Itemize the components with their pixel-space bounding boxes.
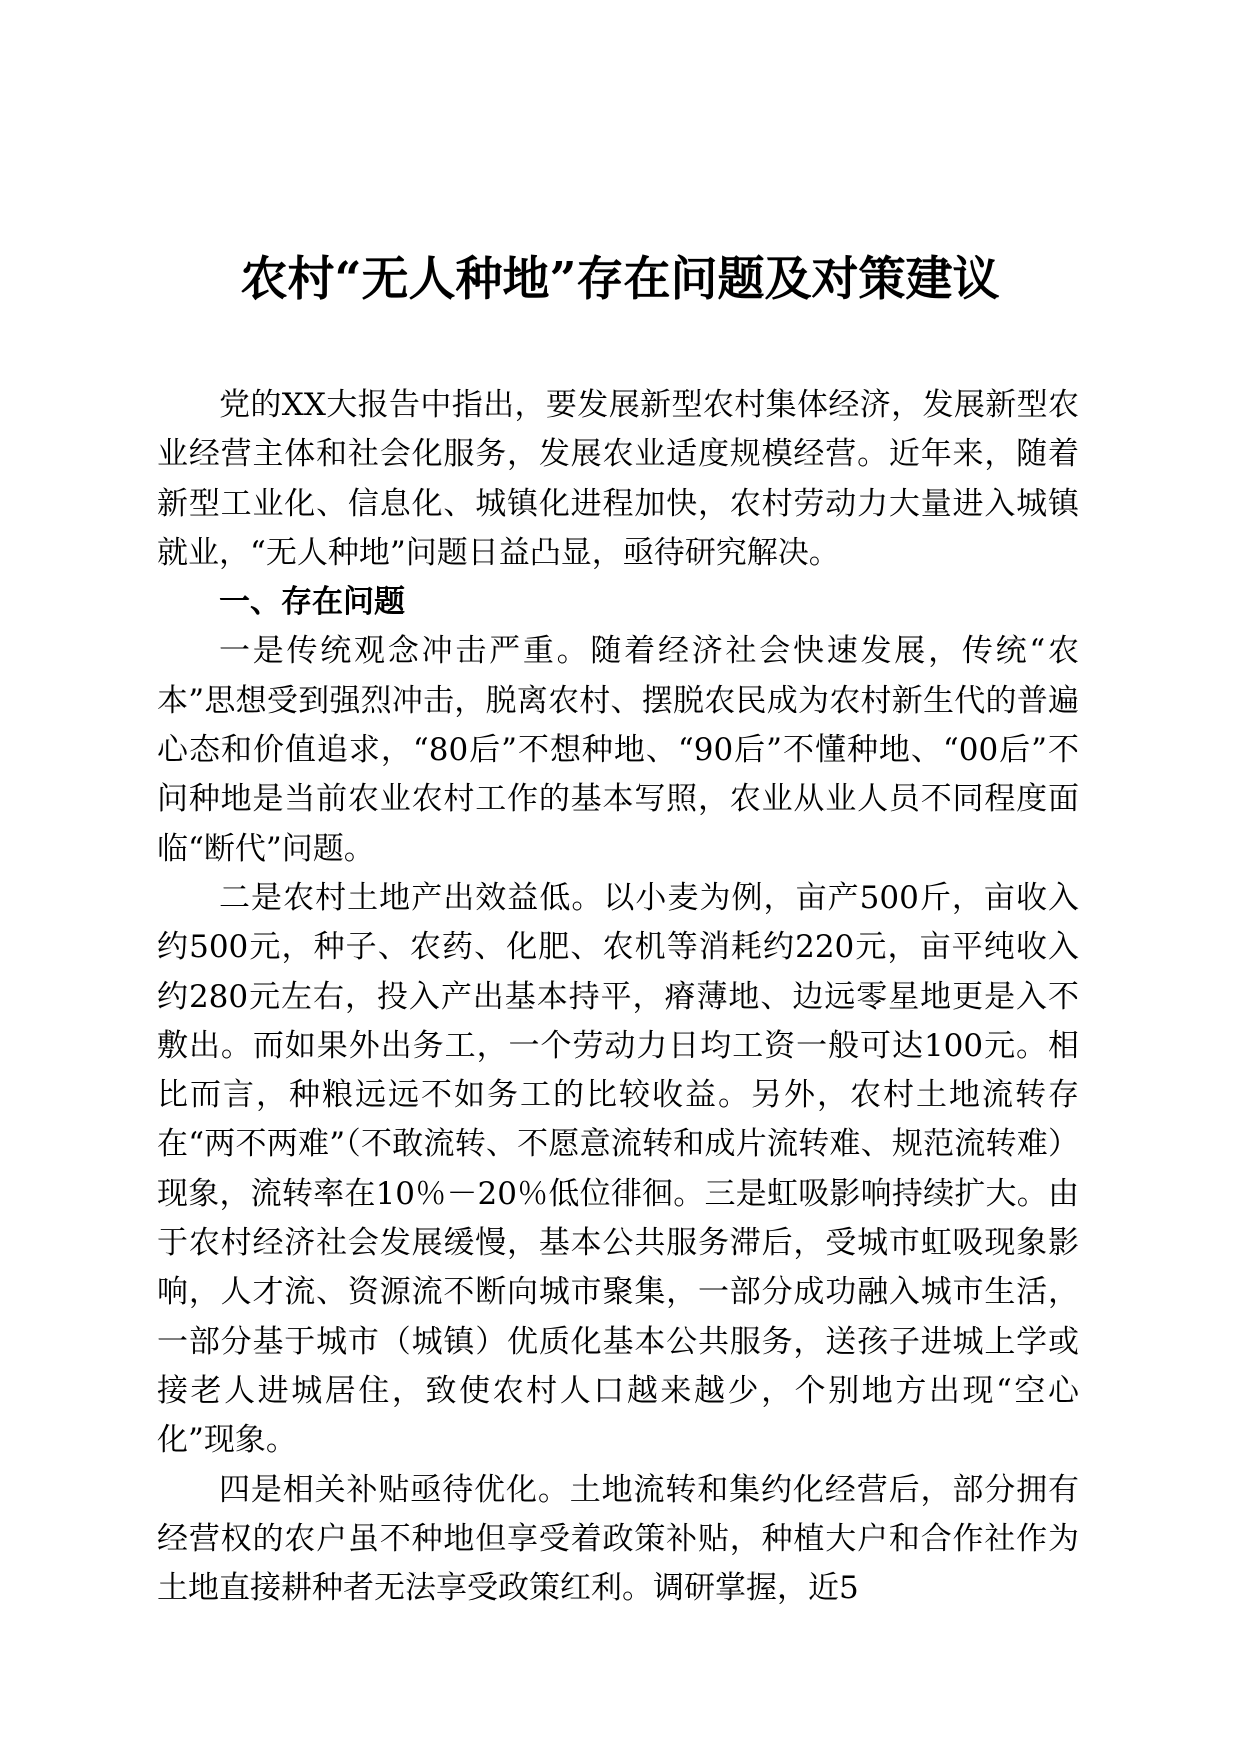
- document-title: 农村“无人种地”存在问题及对策建议: [240, 252, 1000, 307]
- intro-paragraph: 党的XX大报告中指出，要发展新型农村集体经济，发展新型农业经营主体和社会化服务，发展农业适度规模经营。近年来，随着新型工业化、信息化、城镇化进程加快，农村劳动力大量进入城镇就业，“无人种地”问题日益凸显，亟待研究解决。: [157, 387, 1079, 571]
- paragraph-land-output: 二是农村土地产出效益低。以小麦为例，亩产500斤，亩收入约500元，种子、农药、化肥、农机等消耗约220元，亩平纯收入约280元左右，投入产出基本持平，瘠薄地、边远零星地更是入不敷出。而如果外出务工，一个劳动力日均工资一般可达100元。相比而言，种粮远远不如务工的比较收益。另外，农村土地流转存在“两不两难”（不敢流转、不愿意流转和成片流转难、规范流转难）现象，流转率在10％－20％低位徘徊。三是虹吸影响持续扩大。由于农村经济社会发展缓慢，基本公共服务滞后，受城市虹吸现象影响，人才流、资源流不断向城市聚集，一部分成功融入城市生活，一部分基于城市（城镇）优质化基本公共服务，送孩子进城上学或接老人进城居住，致使农村人口越来越少，个别地方出现“空心化”现象。: [157, 879, 1079, 1459]
- paragraph-traditional-concepts: 一是传统观念冲击严重。随着经济社会快速发展，传统“农本”思想受到强烈冲击，脱离农村、摆脱农民成为农村新生代的普遍心态和价值追求，“80后”不想种地、“90后”不懂种地、“00后”不问种地是当前农业农村工作的基本写照，农业从业人员不同程度面临“断代”问题。: [157, 633, 1079, 867]
- paragraph-subsidies: 四是相关补贴亟待优化。土地流转和集约化经营后，部分拥有经营权的农户虽不种地但享受着政策补贴，种植大户和合作社作为土地直接耕种者无法享受政策红利。调研掌握，近5: [157, 1471, 1079, 1607]
- section-heading: 一、存在问题: [219, 584, 405, 621]
- document-body: [157, 381, 1079, 1613]
